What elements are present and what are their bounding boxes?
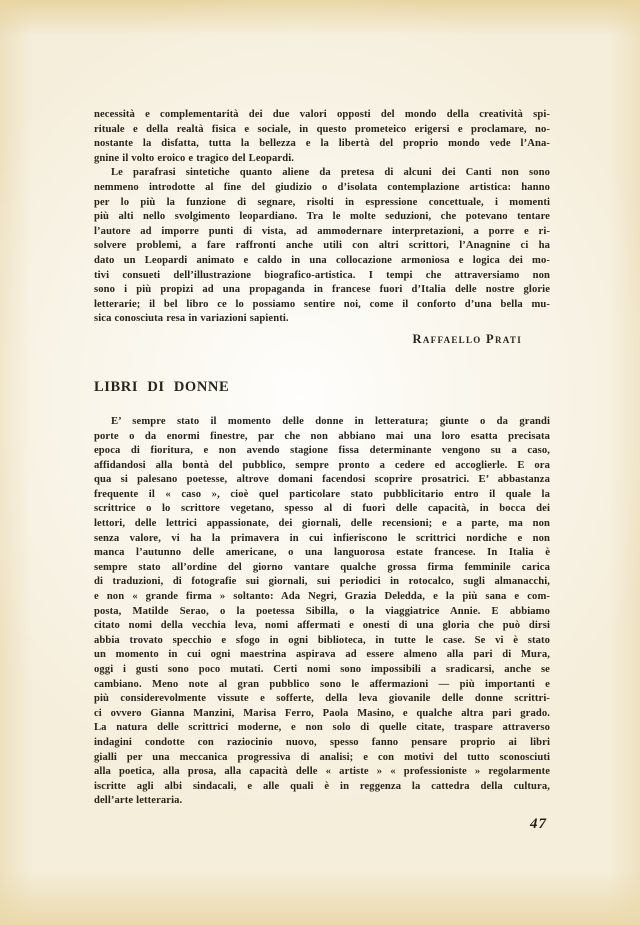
text-line: oggi i gusti sono poco mutati. Certi nomi sono impossibili a sradicarsi, anche se: [94, 664, 550, 675]
paragraph: [94, 108, 550, 166]
text-line: porte o da enormi finestre, par che non abbiano mai una loro esatta precisata: [94, 430, 550, 442]
text-line: lettori, delle lettrici appassionate, dei giornali, delle recensioni; e a parte, ma non: [94, 518, 550, 530]
text-line: La natura delle scrittrici moderne, e non solo di quelle citate, traspare attraverso: [94, 722, 550, 734]
text-line: gnine il volto eroico e tragico del Leopardi.: [94, 152, 295, 164]
text-line: solvere problemi, a fare raffronti anche utili con altri scrittori, l’Anagnine ci ha: [94, 240, 550, 252]
text-line: nostante la disfatta, tutta la bellezza e la libertà del proprio mondo vede l’Ana-: [94, 138, 550, 150]
text-line: di traduzioni, di fotografie sui giornali, sui periodici in rotocalco, sugli almanacchi,: [94, 576, 550, 588]
text-line: senza valore, vi ha la primavera in cui infieriscono le scrittrici nordiche e non: [94, 532, 550, 544]
text-line: iscritte agli albi sindacali, e alle quali è in reggenza la cattedra della cultura,: [94, 780, 550, 792]
text-line: sono i più propizi ad una propaganda in francese fuori d’Italia delle nostre glorie: [94, 284, 550, 296]
text-line: dell’arte letteraria.: [94, 795, 183, 807]
text-line: l’autore ad imporre punti di vista, ad ammodernare interpretazioni, a porre e ri-: [94, 225, 550, 237]
author-signature: Raffaello Prati: [412, 331, 522, 346]
text-line: Le parafrasi sintetiche quanto aliene da pretesa di alcuni dei Canti non sono: [111, 167, 550, 179]
text-line: qua si palesano poetesse, altrove domani facendosi scoprire prosatrici. E’ abbastanza: [94, 474, 550, 486]
text-line: sica conosciuta resa in variazioni sapienti.: [94, 313, 289, 325]
paragraph: [94, 415, 550, 809]
text-line: E’ sempre stato il momento delle donne in letteratura; giunte o da grandi: [111, 415, 550, 427]
text-line: e non « grande firma » soltanto: Ada Negri, Grazia Deledda, e la più sana e com-: [94, 591, 550, 603]
text-line: ci ovvero Gianna Manzini, Marisa Ferro, Paola Masino, e qualche altra pari grado.: [94, 707, 550, 719]
text-line: dato un Leopardi animato e caldo in una collocazione armoniosa e logica dei mo-: [94, 254, 550, 266]
article-libri-di-donne: [94, 379, 550, 809]
text-line: per lo più la funzione di segnare, risolti in espressione concettuale, i momenti: [94, 196, 550, 208]
text-line: indagini condotte con raziocinio nuovo, spesso fanno pensare proprio ai libri: [94, 736, 550, 748]
page-text-block: [94, 108, 550, 809]
text-line: rituale e della realtà fisica e sociale, in questo prometeico erigersi e proclamare, no-: [94, 123, 550, 135]
text-line: alla poetica, alla prosa, alla capacità delle « artiste » « professioniste » regolarmente: [94, 766, 550, 778]
text-line: tivi consueti dell’illustrazione biografico-artistica. I tempi che attraversiamo non: [94, 269, 550, 281]
text-line: frequente il « caso », cioè quel particolare stato pubblicitario entro il quale la: [94, 488, 550, 500]
text-line: più alti nello svolgimento leopardiano. Tra le molte seduzioni, che potevano tentare: [94, 211, 550, 223]
text-line: abbia trovato specchio e sfogo in ogni biblioteca, in tutte le case. Se vi è stato: [94, 634, 550, 646]
text-line: citato nomi della vecchia leva, nomi affermati e onesti di una gloria che può dirsi: [94, 620, 550, 632]
text-line: necessità e complementarità dei due valori opposti del mondo della creatività spi-: [94, 109, 550, 120]
page-number: 47: [530, 816, 547, 832]
text-line: più considerevolmente vissute e sofferte, della leva giovanile delle donne scrittri-: [94, 693, 550, 705]
text-line: posta, Matilde Serao, o la poetessa Sibilla, o la viaggiatrice Annie. E abbiamo: [94, 605, 550, 617]
article-leopardi-review-end: [94, 108, 550, 347]
text-line: manca l’autunno delle americane, o una languorosa estate francese. In Italia è: [94, 547, 550, 559]
text-line: letterarie; il bel libro ce lo possiamo sentire noi, come il conforto d’una bella mu-: [94, 298, 550, 310]
text-line: un momento in cui ogni maestrina aspirava ad essere almeno alla pari di Mura,: [94, 649, 550, 661]
text-line: epoca di fioritura, e non avendo stagione fissa determinante vengono su a caso,: [94, 445, 550, 457]
text-line: scrittrice o lo scrittore vegetano, spesso al di fuori delle capacità, in bocca dei: [94, 503, 550, 515]
text-line: cambiano. Meno note al gran pubblico sono le affermazioni — più importanti e: [94, 678, 550, 690]
text-line: affidandosi alla bontà del pubblico, sempre pronto a cedere ed accoglierle. E ora: [94, 459, 550, 471]
text-line: nemmeno introdotte al fine del giudizio o d’isolata contemplazione artistica: hanno: [94, 181, 550, 193]
text-line: sempre stato all’ordine del giorno vantare qualche grossa firma femminile carica: [94, 561, 550, 573]
paragraph: [94, 166, 550, 327]
text-line: gialli per una meccanica progressiva di analisi; e con motivi del tutto sconosciuti: [94, 751, 550, 763]
section-heading: LIBRI DI DONNE: [94, 378, 230, 395]
